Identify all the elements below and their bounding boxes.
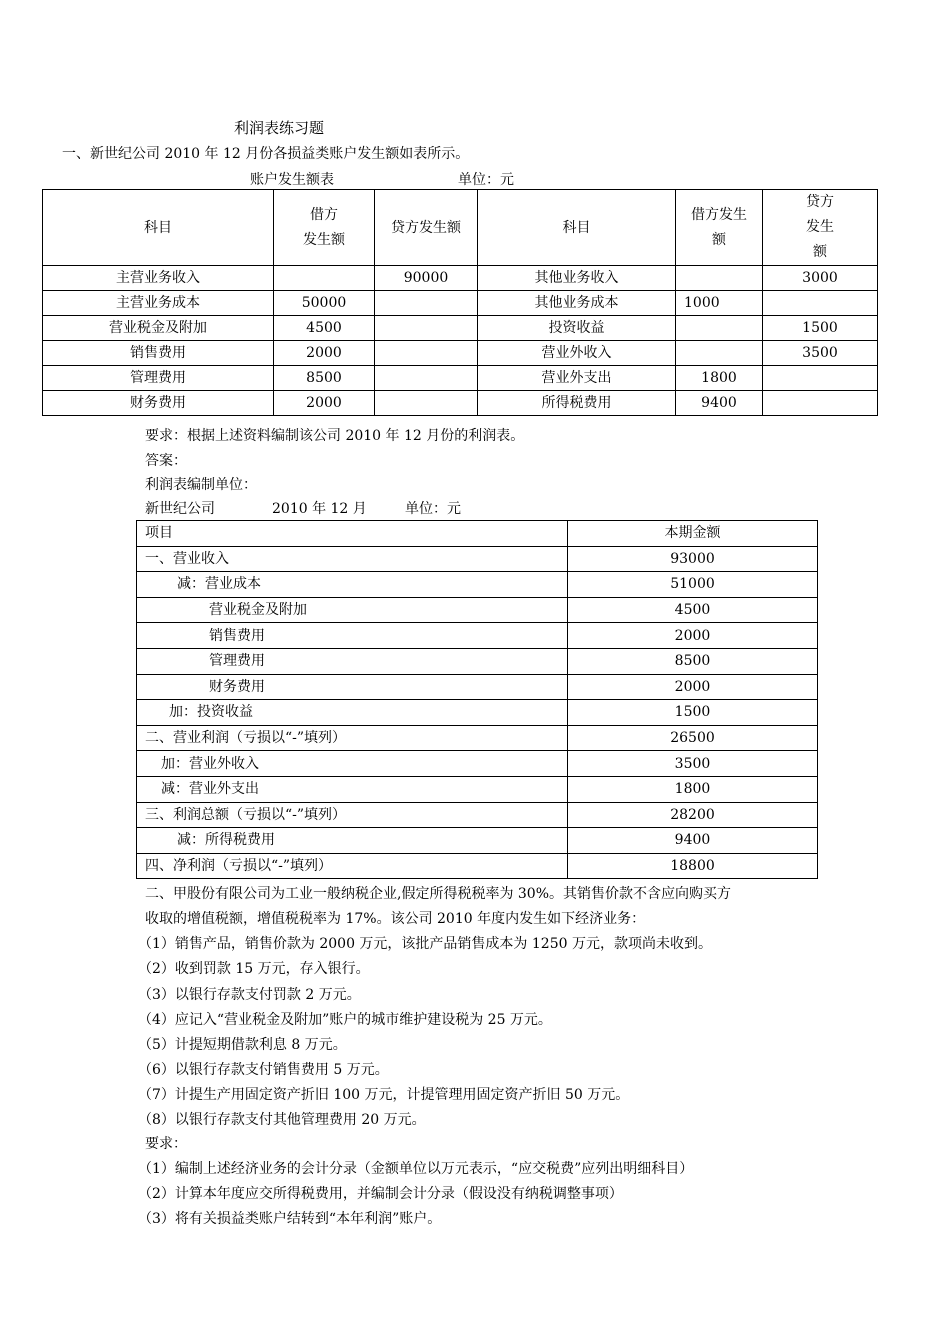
table-row: 销售费用 2000 <box>137 623 818 649</box>
table-row: 减：营业外支出 1800 <box>137 776 818 802</box>
account-table <box>42 189 878 416</box>
header-debit: 借方 发生额 <box>274 190 375 266</box>
table-row: 营业税金及附加 4500 投资收益 1500 <box>43 316 878 341</box>
income-header-row <box>137 521 818 547</box>
header-item: 项目 <box>137 521 568 547</box>
company-name: 新世纪公司 <box>145 501 215 517</box>
header-debit-2: 借方发生 额 <box>676 190 763 266</box>
table-row: 主营业务收入 90000 其他业务收入 3000 <box>43 266 878 291</box>
income-statement-table <box>136 520 818 879</box>
q2-intro-line2: 收取的增值税额，增值税税率为 17%。该公司 2010 年度内发生如下经济业务： <box>145 911 646 927</box>
q2-intro-line1: 二、甲股份有限公司为工业一般纳税企业,假定所得税税率为 30%。其销售价款不含应向购买方 <box>145 886 732 902</box>
q2-item: （4）应记入“营业税金及附加”账户的城市维护建设税为 25 万元。 <box>138 1012 552 1028</box>
table-row: 减：营业成本 51000 <box>137 572 818 598</box>
table-header-row <box>43 190 878 266</box>
period: 2010 年 12 月 <box>272 501 367 517</box>
q2-item: （1）销售产品，销售价款为 2000 万元，该批产品销售成本为 1250 万元，款项尚未收到。 <box>138 936 712 952</box>
table-row: 财务费用 2000 所得税费用 9400 <box>43 391 878 416</box>
q2-item: （7）计提生产用固定资产折旧 100 万元，计提管理用固定资产折旧 50 万元。 <box>138 1087 630 1103</box>
is-unit: 单位：元 <box>405 501 461 517</box>
header-credit-2: 贷方 发生 额 <box>763 190 878 266</box>
table-row: 管理费用 8500 <box>137 648 818 674</box>
header-credit: 贷方发生额 <box>375 190 478 266</box>
q2-item: （6）以银行存款支付销售费用 5 万元。 <box>138 1062 389 1078</box>
table-row: 财务费用 2000 <box>137 674 818 700</box>
header-subject: 科目 <box>43 190 274 266</box>
q2-req: （2）计算本年度应交所得税费用，并编制会计分录（假设没有纳税调整事项） <box>138 1186 623 1202</box>
q2-req: （1）编制上述经济业务的会计分录（金额单位以万元表示，“应交税费”应列出明细科目） <box>138 1161 694 1177</box>
table-row: 加：营业外收入 3500 <box>137 751 818 777</box>
table-row: 加：投资收益 1500 <box>137 700 818 726</box>
is-unit-label: 利润表编制单位： <box>145 477 257 493</box>
q2-item: （3）以银行存款支付罚款 2 万元。 <box>138 987 361 1003</box>
table-row: 二、营业利润（亏损以“-”填列） 26500 <box>137 725 818 751</box>
header-amount: 本期金额 <box>568 521 818 547</box>
table-row: 四、净利润（亏损以“-”填列） 18800 <box>137 853 818 879</box>
table-row: 营业税金及附加 4500 <box>137 597 818 623</box>
q1-requirement: 要求：根据上述资料编制该公司 2010 年 12 月份的利润表。 <box>145 428 525 444</box>
q2-req-label: 要求： <box>145 1136 187 1152</box>
table-row: 三、利润总额（亏损以“-”填列） 28200 <box>137 802 818 828</box>
table-row: 主营业务成本 50000 其他业务成本 1000 <box>43 291 878 316</box>
table-unit: 单位：元 <box>458 172 514 188</box>
q1-intro: 一、新世纪公司 2010 年 12 月份各损益类账户发生额如表所示。 <box>62 146 470 162</box>
table-row: 销售费用 2000 营业外收入 3500 <box>43 341 878 366</box>
table-row: 管理费用 8500 营业外支出 1800 <box>43 366 878 391</box>
page-title: 利润表练习题 <box>234 119 325 137</box>
table-caption: 账户发生额表 <box>250 172 334 188</box>
q2-item: （2）收到罚款 15 万元，存入银行。 <box>138 961 370 977</box>
table-row: 一、营业收入 93000 <box>137 546 818 572</box>
q2-item: （5）计提短期借款利息 8 万元。 <box>138 1037 347 1053</box>
q2-item: （8）以银行存款支付其他管理费用 20 万元。 <box>138 1112 426 1128</box>
header-subject-2: 科目 <box>478 190 676 266</box>
q2-req: （3）将有关损益类账户结转到“本年利润”账户。 <box>138 1211 442 1227</box>
answer-label: 答案： <box>145 453 187 469</box>
table-row: 减：所得税费用 9400 <box>137 828 818 854</box>
